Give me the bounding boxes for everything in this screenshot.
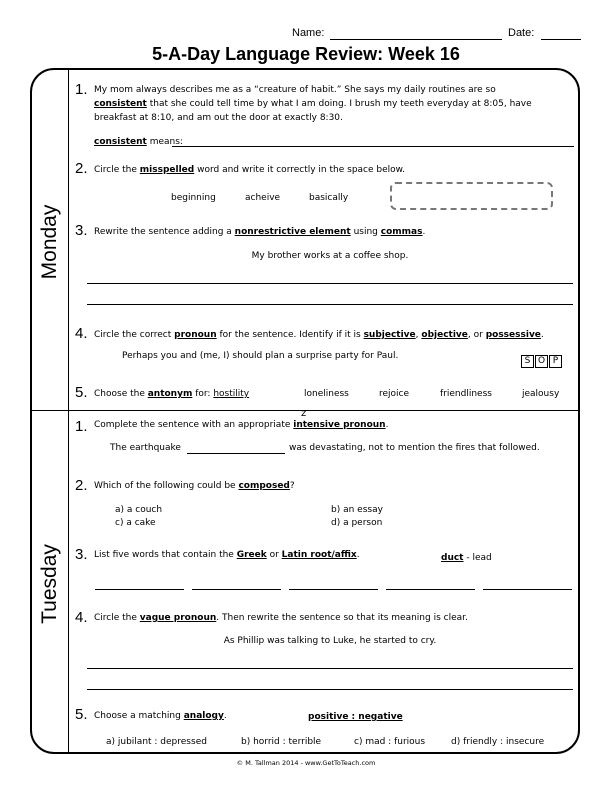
keyword: pronoun <box>174 330 217 340</box>
keyword: nonrestrictive element <box>234 227 351 237</box>
choice-option[interactable]: b) an essay <box>331 505 383 515</box>
question-text: consistent that she could tell time by what I am doing. I brush my teeth everyday at 8:05, have <box>94 99 532 109</box>
question-number: 5. <box>75 384 88 401</box>
answer-line[interactable] <box>289 589 378 590</box>
word-option[interactable]: acheive <box>245 193 281 203</box>
answer-prompt: consistent means: <box>94 137 183 147</box>
root-affix: duct - lead <box>441 553 492 563</box>
example-sentence-start: The earthquake <box>110 443 181 453</box>
question-text: Choose the antonym for: hostility <box>94 389 250 399</box>
answer-line[interactable] <box>87 689 573 690</box>
question-number: 2. <box>75 160 88 177</box>
question-text: List five words that contain the Greek or Latin root/affix. <box>94 550 360 560</box>
name-label: Name: <box>292 27 325 39</box>
answer-line[interactable] <box>172 146 574 147</box>
question-number: 2. <box>75 477 88 494</box>
keyword: composed <box>238 481 290 491</box>
keyword: commas <box>380 227 423 237</box>
question-text: Circle the correct pronoun for the sentence. Identify if it is subjective, objective, or possessive. <box>94 330 544 340</box>
choice-option[interactable]: c) a cake <box>115 518 156 528</box>
question-text: Complete the sentence with an appropriate intensive pronoun. <box>94 420 389 430</box>
analogy-pair: positive : negative <box>308 712 403 722</box>
keyword: Latin root/affix <box>281 550 357 560</box>
question-text: breakfast at 8:10, and am out the door at exactly 8:30. <box>94 113 343 123</box>
answer-line[interactable] <box>87 304 573 305</box>
keyword: antonym <box>147 389 193 399</box>
question-text: Which of the following could be composed? <box>94 481 295 491</box>
answer-line[interactable] <box>483 589 572 590</box>
pronoun-type-boxes <box>521 348 563 368</box>
possessive-box[interactable]: P <box>549 355 562 368</box>
answer-blank[interactable] <box>187 453 285 454</box>
keyword: consistent <box>94 137 147 147</box>
choice-option[interactable]: a) a couch <box>115 505 163 515</box>
word-option[interactable]: basically <box>309 193 349 203</box>
keyword: consistent <box>94 99 147 109</box>
keyword: misspelled <box>139 165 195 175</box>
answer-box[interactable] <box>390 182 553 210</box>
word-option[interactable]: loneliness <box>304 389 349 399</box>
name-field[interactable] <box>330 39 502 40</box>
question-text: Choose a matching analogy. <box>94 711 227 721</box>
question-text: Circle the vague pronoun. Then rewrite the sentence so that its meaning is clear. <box>94 613 468 623</box>
copyright-footer: © M. Tallman 2014 - www.GetToTeach.com <box>236 759 376 767</box>
objective-box[interactable]: O <box>535 355 548 368</box>
choice-option[interactable]: b) horrid : terrible <box>241 737 322 747</box>
question-number: 4. <box>75 609 88 626</box>
word-option[interactable]: rejoice <box>379 389 410 399</box>
answer-line[interactable] <box>87 668 573 669</box>
example-sentence-end: was devastating, not to mention the fires that followed. <box>289 443 540 453</box>
day-column-divider <box>68 70 69 752</box>
answer-line[interactable] <box>192 589 281 590</box>
question-number: 4. <box>75 325 88 342</box>
day-label-tuesday: Tuesday <box>38 544 61 624</box>
choice-option[interactable]: d) friendly : insecure <box>451 737 545 747</box>
subjective-box[interactable]: S <box>521 355 534 368</box>
keyword: possessive <box>485 330 541 340</box>
question-number: 1. <box>75 81 88 98</box>
keyword: subjective <box>363 330 416 340</box>
date-field[interactable] <box>541 39 581 40</box>
question-text: Circle the misspelled word and write it correctly in the space below. <box>94 165 406 175</box>
keyword: intensive pronoun <box>293 420 386 430</box>
day-label-monday: Monday <box>38 204 61 280</box>
example-sentence: Perhaps you and (me, I) should plan a surprise party for Paul. <box>122 351 399 361</box>
choice-option[interactable]: a) jubilant : depressed <box>106 737 207 747</box>
word-option[interactable]: beginning <box>171 193 216 203</box>
stray-mark: z <box>301 408 307 419</box>
answer-line[interactable] <box>87 283 573 284</box>
keyword: vague pronoun <box>139 613 217 623</box>
choice-option[interactable]: d) a person <box>331 518 383 528</box>
example-sentence: My brother works at a coffee shop. <box>251 251 409 261</box>
word-option[interactable]: friendliness <box>440 389 492 399</box>
answer-line[interactable] <box>386 589 475 590</box>
keyword: objective <box>421 330 468 340</box>
question-number: 5. <box>75 706 88 723</box>
answer-line[interactable] <box>95 589 184 590</box>
question-number: 3. <box>75 546 88 563</box>
keyword: analogy <box>183 711 224 721</box>
question-text: My mom always describes me as a “creature of habit.” She says my daily routines are so <box>94 85 496 95</box>
target-word: hostility <box>213 389 250 399</box>
page-title: 5-A-Day Language Review: Week 16 <box>152 44 460 64</box>
question-number: 1. <box>75 418 88 435</box>
question-number: 3. <box>75 222 88 239</box>
date-label: Date: <box>508 27 535 39</box>
word-option[interactable]: jealousy <box>522 389 560 399</box>
choice-option[interactable]: c) mad : furious <box>354 737 426 747</box>
question-text: Rewrite the sentence adding a nonrestrictive element using commas. <box>94 227 426 237</box>
keyword: Greek <box>236 550 267 560</box>
root-word: duct <box>441 553 464 563</box>
example-sentence: As Phillip was talking to Luke, he started to cry. <box>223 636 437 646</box>
